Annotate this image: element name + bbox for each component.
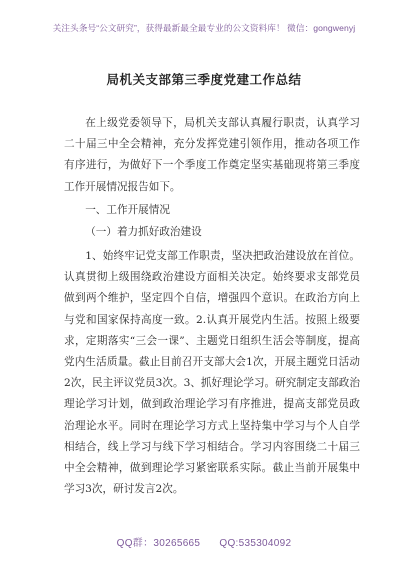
document-title: 局机关支部第三季度党建工作总结	[106, 72, 302, 87]
footer-watermark	[0, 534, 408, 549]
section-heading: 一、工作开展情况	[85, 204, 170, 216]
subsection-heading: （一）着力抓好政治建设	[85, 226, 202, 238]
qq-group-text: QQ群：30265665	[116, 538, 201, 549]
qq-number-text: QQ:535304092	[219, 538, 292, 549]
body-paragraph: 1、始终牢记党支部工作职责，坚决把政治建设放在首位。认真贯彻上级围绕政治建设方面相关决定。始终要求支部党员做到两个维护，坚定四个自信，增强四个意识。在政治方向上与党和国家保持高度一致。2.认真开展党内生活。按照上级要求，定期落实“三会一课”、主题党日组织生活会等制度，提高党内生活质量。截止目前召开支部大会1次，开展主题党日活动2次，民主评议党员3次。3、抓好理论学习。研究制定支部政治理论学习计划，做到政治理论学习有序推进，提高支部党员政治理论水平。同时在理论学习方式上坚持集中学习与个人自学相结合，线上学习与线下学习相结合。学习内容围绕二十届三中全会精神，做到理论学习紧密联系实际。截止当前开展集中学习3次，研讨发言2次。	[64, 250, 360, 496]
intro-paragraph: 在上级党委领导下，局机关支部认真履行职责，认真学习二十届三中全会精神，充分发挥党建引领作用，推动各项工作有序进行，为做好下一个季度工作奠定坚实基础现将第三季度工作开展情况报告如下。	[64, 117, 360, 193]
header-watermark: 关注头条号“公文研究”，获得最新最全最专业的公文资料库！ 微信：gongwenyj	[52, 23, 356, 33]
